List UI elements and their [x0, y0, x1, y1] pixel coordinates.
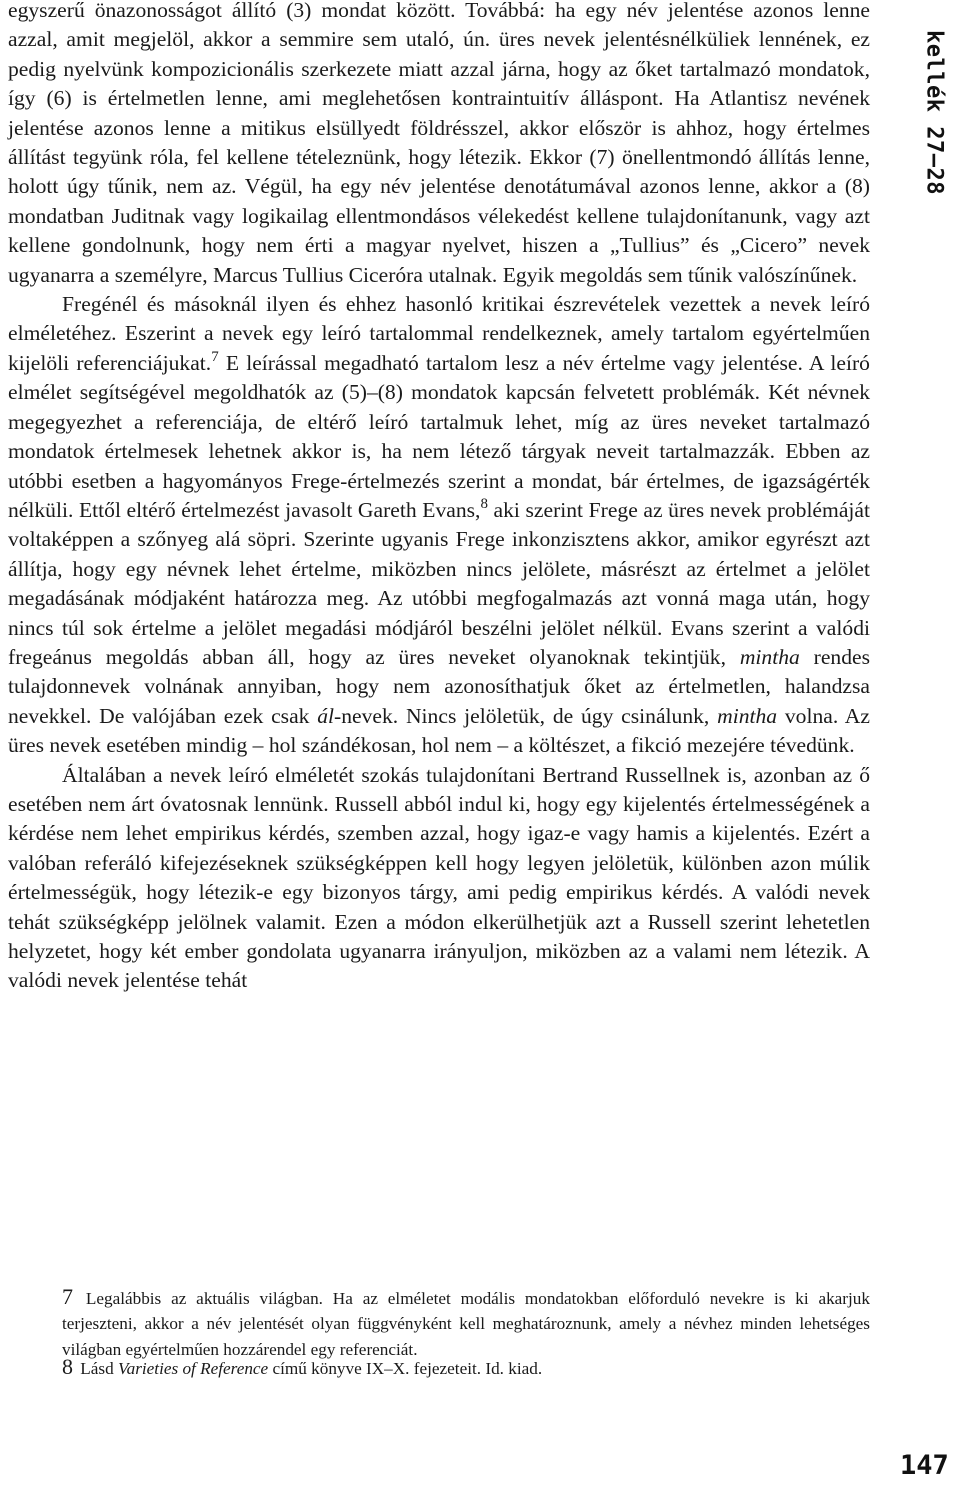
journal-title: kellék 27–28	[921, 30, 947, 195]
footnote-7-text: Legalábbis az aktuális világban. Ha az elméletet modális mondatokban előforduló nevekre is ki akarjuk terjeszteni, akkor a név jelentését olyan függvényként kell meghatároznunk, amely a névhez minden lehetséges világban egyértelműen hozzárendel egy referenciát.	[62, 1289, 870, 1359]
body-text	[8, 0, 870, 996]
paragraph-1	[8, 0, 870, 290]
paragraph-3	[8, 761, 870, 996]
paragraph-2-text-d: rendes tulajdonnevek volnának annyiban, hogy nem azonosíthatjuk őket az értelmetlen, halandzsa nevekkel. De valójában ezek csak	[8, 644, 870, 728]
footnote-8-text-b: című könyve IX–X. fejezeteit. Id. kiad.	[268, 1358, 543, 1378]
page-number: 147	[900, 1450, 949, 1481]
footnote-7-number: 7	[62, 1284, 73, 1309]
emphasis-mintha-2: mintha	[717, 703, 778, 728]
footnote-8-number: 8	[62, 1353, 73, 1379]
paragraph-2-text-f: volna. Az üres nevek esetében mindig – hol szándékosan, hol nem – a költészet, a fikció mezejére tévedünk.	[8, 703, 870, 758]
footnote-8	[62, 1354, 870, 1381]
footnote-ref-7[interactable]: 7	[211, 348, 219, 365]
paragraph-2-text-b: E leírással megadható tartalom lesz a név értelme vagy jelentése. A leíró elmélet segítségével megoldhatók az (5)–(8) mondatok kapcsán felvetett problémák. Két névnek megegyezhet a referenciája, de eltérő leíró tartalmuk lehet, míg az üres neveket tartalmazó mondatok értelmesek lehetnek akkor is, ha nem létező tárgyak neveit tartalmazzák. Ebben az utóbbi esetben a hagyományos Frege-értelmezés szerint a mondat, bár értelmes, de igazságérték nélküli. Ettől eltérő értelmezést javasolt Gareth Evans,	[8, 350, 870, 522]
paragraph-1-text: egyszerű önazonosságot állító (3) mondat között. Továbbá: ha egy név jelentése azonos lenne azzal, amit megjelöl, akkor a semmire sem utaló, ún. üres nevek jelentésnélküliek lennének, ez pedig nyelvünk kompozicionális szerkezete miatt azzal járna, hogy az őket tartalmazó mondatok, így (6) is értelmetlen lenne, ami meglehetősen kontraintuitív álláspont. Ha Atlantisz nevének jelentése azonos lenne a mitikus elsüllyedt földrésszel, akkor először is ahhoz, hogy értelmes állítást tegyünk róla, fel kellene tételeznünk, hogy létezik. Ekkor (7) önellentmondó állítás lenne, holott úgy tűnik, nem az. Végül, ha egy név jelentése denotátumával azonos lenne, akkor a (8) mondatban Juditnak vagy logikailag ellentmondásos vélekedést kellene tulajdonítanunk, vagy azt kellene gondolnunk, hogy nem érti a magyar nyelvet, hiszen a „Tullius” és „Cicero” nevek ugyanarra a személyre, Marcus Tullius Ciceróra utalnak. Egyik megoldás sem tűnik valószínűnek.	[8, 0, 870, 287]
emphasis-al: ál	[317, 703, 335, 728]
footnote-8-text-a: Lásd	[80, 1358, 119, 1378]
emphasis-mintha-1: mintha	[739, 644, 800, 669]
paragraph-2-text-e: -nevek. Nincs jelöletük, de úgy csinálunk,	[334, 703, 718, 728]
running-header	[919, 30, 949, 210]
footnote-8-book-title: Varieties of Reference	[118, 1358, 269, 1378]
paragraph-3-text: Általában a nevek leíró elméletét szokás tulajdonítani Bertrand Russellnek is, azonban az ő esetében nem árt óvatosnak lennünk. Russell abból indul ki, hogy egy kijelentés értelmességének a kérdése nem lehet empirikus kérdés, szemben azzal, hogy igaz-e vagy hamis a kijelentés. Ezért a valóban referáló kifejezéseknek szükségképpen kell hogy legyen jelöletük, különben azon múlik értelmességük, hogy létezik-e egy bizonyos tárgy, ami pedig empirikus kérdés. A valódi nevek tehát szükségképp jelölnek valamit. Ezen a módon elkerülhetjük azt a Russell szerint lehetetlen helyzetet, hogy két ember gondolata ugyanarra irányuljon, miközben az a valami nem létezik. A valódi nevek jelentése tehát	[8, 762, 870, 993]
footnote-ref-8[interactable]: 8	[480, 495, 488, 512]
footnotes	[62, 1284, 870, 1381]
paragraph-2	[8, 290, 870, 761]
paragraph-2-text-c: aki szerint Frege az üres nevek problémáját voltaképpen a szőnyeg alá söpri. Szerinte ugyanis Frege inkonzisztens akkor, amikor egyrészt azt állítja, hogy egy névnek lehet értelme, miközben nincs jelölete, másrészt az értelmet a jelölet megadásának módjaként határozza meg. Az utóbbi megfogalmazás azt vonná maga után, hogy nincs túl sok értelme a jelölet megadási módjáról beszélni jelölet nélkül. Evans szerint a valódi fregeánus megoldás abban áll, hogy az üres neveket olyanoknak tekintjük,	[8, 497, 870, 669]
footnote-7	[62, 1284, 870, 1362]
paragraph-2-text-a: Fregénél és másoknál ilyen és ehhez hasonló kritikai észrevételek vezettek a nevek leíró elméletéhez. Eszerint a nevek egy leíró tartalommal rendelkeznek, amely tartalom egyértelműen kijelöli referenciájukat.	[8, 292, 870, 375]
